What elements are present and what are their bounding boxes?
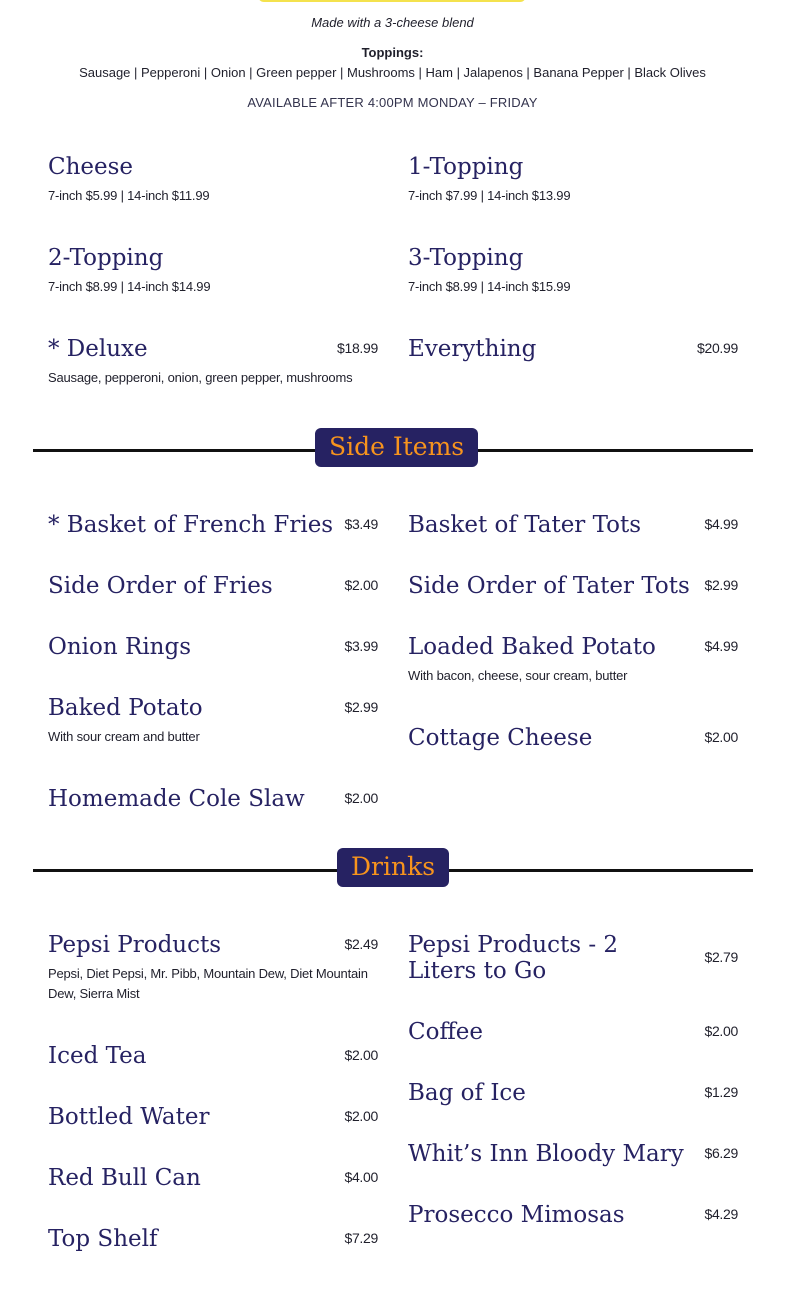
item-name: Bag of Ice <box>408 1080 526 1106</box>
item-price: $2.00 <box>344 790 378 806</box>
menu-item <box>408 1141 738 1167</box>
item-price: $2.79 <box>704 949 738 965</box>
item-price: $6.29 <box>704 1145 738 1161</box>
item-name: Top Shelf <box>48 1226 158 1252</box>
item-price: $2.99 <box>344 699 378 715</box>
menu-item <box>408 725 738 751</box>
item-price: $2.00 <box>344 1108 378 1124</box>
item-price: $4.99 <box>704 516 738 532</box>
item-price: $20.99 <box>696 340 738 356</box>
item-name: Basket of Tater Tots <box>408 512 642 538</box>
item-desc: 7-inch $5.99 | 14-inch $11.99 <box>48 188 210 203</box>
item-price: $2.99 <box>704 577 738 593</box>
menu-item <box>408 512 738 538</box>
menu-item <box>408 1080 738 1106</box>
item-price: $2.49 <box>344 936 378 952</box>
menu-item <box>408 634 738 686</box>
menu-item <box>48 1104 378 1130</box>
menu-item <box>408 1019 738 1045</box>
item-price: $1.29 <box>704 1084 738 1100</box>
toppings-label: Toppings: <box>361 45 424 60</box>
item-desc: 7-inch $7.99 | 14-inch $13.99 <box>408 188 571 203</box>
menu-item <box>408 245 738 297</box>
item-name: Homemade Cole Slaw <box>48 786 305 812</box>
menu-item <box>48 1226 378 1252</box>
item-name: Prosecco Mimosas <box>408 1202 625 1228</box>
item-name: Coffee <box>408 1019 484 1045</box>
menu-item <box>408 336 738 362</box>
item-price: $3.49 <box>344 516 378 532</box>
item-name: Cheese <box>48 154 134 180</box>
item-price: $4.00 <box>344 1169 378 1185</box>
menu-item <box>48 573 378 599</box>
menu-item <box>408 932 738 984</box>
item-name: Onion Rings <box>48 634 192 660</box>
item-price: $2.00 <box>344 577 378 593</box>
menu-item <box>408 573 738 599</box>
menu-item <box>48 932 378 1004</box>
item-desc: Sausage, pepperoni, onion, green pepper, mushrooms <box>48 370 353 385</box>
menu-item <box>408 1202 738 1228</box>
item-name: Pepsi Products - 2 Liters to Go <box>408 932 619 984</box>
item-name: 3-Topping <box>408 245 524 271</box>
item-desc: Pepsi, Diet Pepsi, Mr. Pibb, Mountain Dew, Diet Mountain Dew, Sierra Mist <box>48 966 368 1001</box>
item-price: $4.29 <box>704 1206 738 1222</box>
menu-item <box>48 245 378 297</box>
menu-item <box>48 786 378 812</box>
item-desc: 7-inch $8.99 | 14-inch $15.99 <box>408 279 571 294</box>
item-name: 2-Topping <box>48 245 164 271</box>
availability-note: AVAILABLE AFTER 4:00PM MONDAY – FRIDAY <box>247 95 538 110</box>
section-title-side-items: Side Items <box>315 428 478 467</box>
item-price: $2.00 <box>704 1023 738 1039</box>
item-name: Baked Potato <box>48 695 203 721</box>
item-name: Whit’s Inn Bloody Mary <box>408 1141 684 1167</box>
item-price: $18.99 <box>336 340 378 356</box>
menu-item <box>48 1043 378 1069</box>
item-name: Bottled Water <box>48 1104 210 1130</box>
item-name: Side Order of Fries <box>48 573 273 599</box>
item-name: * Deluxe <box>48 336 148 362</box>
item-name: Side Order of Tater Tots <box>408 573 690 599</box>
item-desc: With bacon, cheese, sour cream, butter <box>408 668 628 683</box>
menu-item <box>48 695 378 747</box>
item-name: Loaded Baked Potato <box>408 634 656 660</box>
section-title-drinks: Drinks <box>337 848 449 887</box>
menu-item <box>48 1165 378 1191</box>
item-price: $2.00 <box>704 729 738 745</box>
item-name: Everything <box>408 336 537 362</box>
cheese-blend-note: Made with a 3-cheese blend <box>311 15 474 30</box>
item-price: $4.99 <box>704 638 738 654</box>
item-name: Iced Tea <box>48 1043 147 1069</box>
item-price: $2.00 <box>344 1047 378 1063</box>
item-name: Cottage Cheese <box>408 725 593 751</box>
item-desc: 7-inch $8.99 | 14-inch $14.99 <box>48 279 211 294</box>
toppings-list: Sausage | Pepperoni | Onion | Green pepper | Mushrooms | Ham | Jalapenos | Banana Pepper | Black Olives <box>79 65 706 80</box>
header-accent-bar <box>258 0 526 2</box>
menu-item <box>48 512 378 538</box>
item-name: 1-Topping <box>408 154 524 180</box>
item-price: $7.29 <box>344 1230 378 1246</box>
menu-item <box>48 154 378 206</box>
menu-item <box>48 634 378 660</box>
item-name: * Basket of French Fries <box>48 512 334 538</box>
menu-item <box>48 336 378 388</box>
item-name: Red Bull Can <box>48 1165 201 1191</box>
item-price: $3.99 <box>344 638 378 654</box>
item-desc: With sour cream and butter <box>48 729 200 744</box>
item-name: Pepsi Products <box>48 932 222 958</box>
menu-item <box>408 154 738 206</box>
